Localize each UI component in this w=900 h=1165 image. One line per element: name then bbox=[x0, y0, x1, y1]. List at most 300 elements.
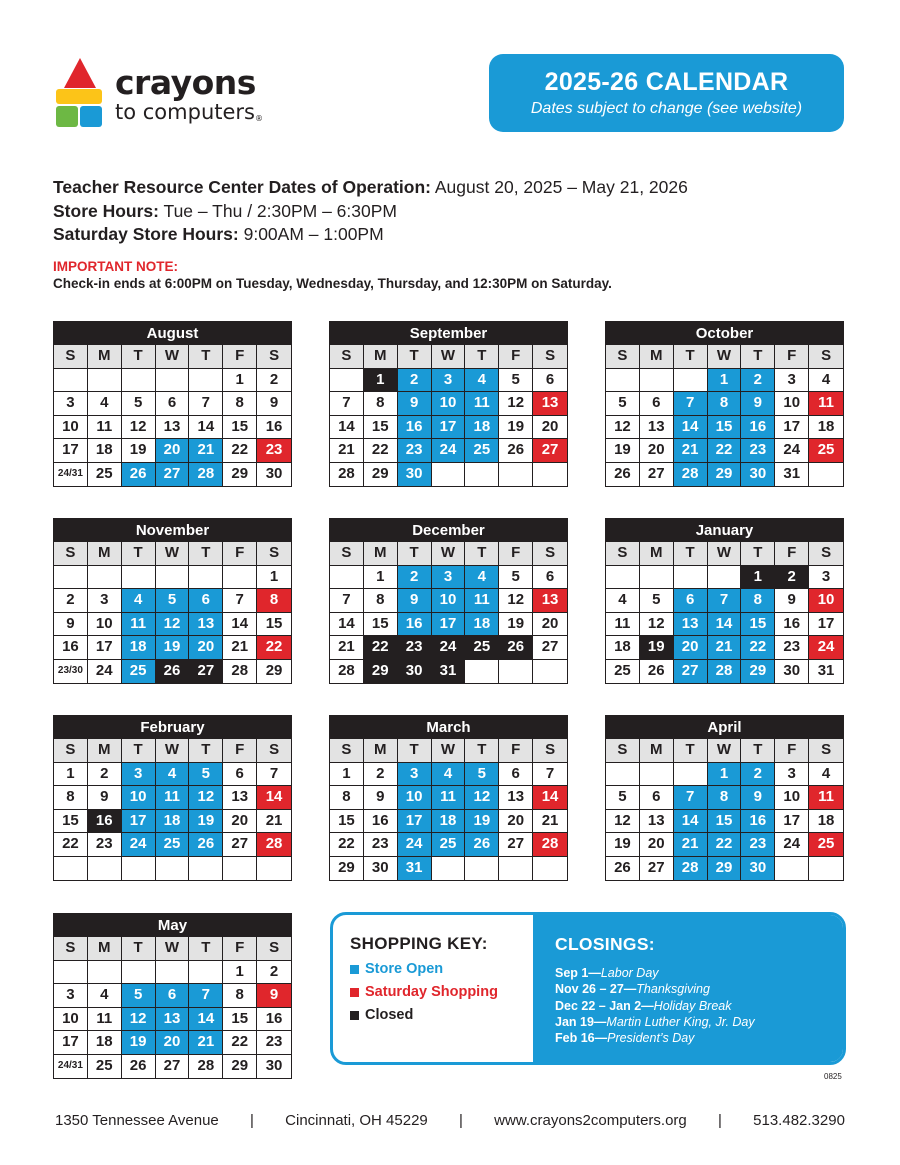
weekday-header: F bbox=[223, 542, 257, 566]
weekday-header: W bbox=[432, 345, 466, 369]
empty-day-cell bbox=[432, 857, 466, 881]
day-cell: 1 bbox=[708, 369, 742, 393]
day-cell: 15 bbox=[364, 416, 398, 440]
weekday-header: W bbox=[156, 937, 190, 961]
day-cell: 31 bbox=[432, 660, 466, 684]
blue-swatch-icon bbox=[350, 965, 359, 974]
closing-name: Martin Luther King, Jr. Day bbox=[606, 1014, 755, 1029]
day-cell: 5 bbox=[499, 566, 533, 590]
empty-day-cell bbox=[533, 660, 567, 684]
day-cell: 11 bbox=[88, 1008, 122, 1032]
empty-day-cell bbox=[54, 369, 88, 393]
day-cell: 15 bbox=[223, 1008, 257, 1032]
weekday-header: F bbox=[775, 345, 809, 369]
day-cell: 5 bbox=[465, 763, 499, 787]
day-cell: 28 bbox=[189, 463, 223, 487]
empty-day-cell bbox=[156, 566, 190, 590]
footer-phone[interactable]: 513.482.3290 bbox=[753, 1112, 845, 1129]
black-swatch-icon bbox=[350, 1011, 359, 1020]
empty-day-cell bbox=[88, 369, 122, 393]
day-cell: 20 bbox=[533, 416, 567, 440]
day-cell: 27 bbox=[640, 463, 674, 487]
day-cell: 3 bbox=[809, 566, 843, 590]
closing-dates: Nov 26 – 27— bbox=[555, 982, 637, 997]
day-cell: 12 bbox=[122, 1008, 156, 1032]
weekday-header: F bbox=[223, 937, 257, 961]
weekday-header: T bbox=[674, 345, 708, 369]
day-cell: 12 bbox=[156, 613, 190, 637]
shopping-key bbox=[333, 915, 533, 1062]
empty-day-cell bbox=[223, 566, 257, 590]
day-cell: 19 bbox=[122, 439, 156, 463]
weekday-header: F bbox=[223, 345, 257, 369]
weekday-header: F bbox=[775, 542, 809, 566]
month-name: December bbox=[330, 519, 567, 542]
day-cell: 9 bbox=[364, 786, 398, 810]
calendar-subtitle: Dates subject to change (see website) bbox=[530, 100, 803, 117]
weekday-header: W bbox=[156, 542, 190, 566]
weekday-header: M bbox=[640, 739, 674, 763]
month-grid bbox=[330, 345, 567, 486]
day-cell: 25 bbox=[465, 439, 499, 463]
day-cell: 22 bbox=[708, 439, 742, 463]
day-cell: 12 bbox=[189, 786, 223, 810]
key-box bbox=[330, 912, 846, 1065]
footer-website[interactable]: www.crayons2computers.org bbox=[494, 1112, 687, 1129]
day-cell: 11 bbox=[809, 392, 843, 416]
weekday-header: S bbox=[533, 542, 567, 566]
day-cell: 21 bbox=[674, 833, 708, 857]
day-cell: 25 bbox=[88, 463, 122, 487]
day-cell: 1 bbox=[330, 763, 364, 787]
weekday-header: S bbox=[330, 345, 364, 369]
info-label: Saturday Store Hours: bbox=[53, 224, 239, 244]
day-cell: 18 bbox=[432, 810, 466, 834]
day-cell: 26 bbox=[156, 660, 190, 684]
day-cell: 20 bbox=[640, 439, 674, 463]
day-cell: 9 bbox=[741, 392, 775, 416]
day-cell: 13 bbox=[674, 613, 708, 637]
day-cell: 12 bbox=[465, 786, 499, 810]
day-cell: 14 bbox=[223, 613, 257, 637]
day-cell: 17 bbox=[432, 416, 466, 440]
footer-separator: | bbox=[459, 1112, 463, 1129]
day-cell: 27 bbox=[640, 857, 674, 881]
day-cell: 9 bbox=[398, 589, 432, 613]
closing-item bbox=[555, 998, 843, 1014]
weekday-header: T bbox=[741, 739, 775, 763]
day-cell: 14 bbox=[189, 1008, 223, 1032]
weekday-header: F bbox=[223, 739, 257, 763]
day-cell: 24 bbox=[122, 833, 156, 857]
closing-name: President’s Day bbox=[607, 1031, 695, 1046]
weekday-header: S bbox=[54, 345, 88, 369]
day-cell: 19 bbox=[640, 636, 674, 660]
day-cell: 10 bbox=[54, 416, 88, 440]
day-cell: 21 bbox=[223, 636, 257, 660]
closing-name: Labor Day bbox=[600, 966, 659, 980]
logo-red-triangle bbox=[64, 58, 96, 88]
closing-dates: Jan 19— bbox=[555, 1014, 607, 1029]
weekday-header: S bbox=[533, 345, 567, 369]
empty-day-cell bbox=[499, 857, 533, 881]
day-cell: 14 bbox=[330, 613, 364, 637]
month-grid bbox=[606, 739, 843, 880]
day-cell: 4 bbox=[465, 566, 499, 590]
day-cell: 9 bbox=[88, 786, 122, 810]
day-cell: 5 bbox=[122, 984, 156, 1008]
day-cell: 17 bbox=[398, 810, 432, 834]
empty-day-cell bbox=[606, 763, 640, 787]
day-cell: 1 bbox=[257, 566, 291, 590]
day-cell: 16 bbox=[741, 810, 775, 834]
month-name: February bbox=[54, 716, 291, 739]
day-cell: 6 bbox=[156, 984, 190, 1008]
day-cell: 7 bbox=[257, 763, 291, 787]
day-cell: 27 bbox=[156, 1055, 190, 1079]
day-cell: 12 bbox=[606, 416, 640, 440]
registered-mark: ® bbox=[254, 114, 263, 123]
empty-day-cell bbox=[189, 566, 223, 590]
important-note-text: Check-in ends at 6:00PM on Tuesday, Wednesday, Thursday, and 12:30PM on Saturday. bbox=[53, 276, 612, 291]
weekday-header: F bbox=[499, 739, 533, 763]
day-cell: 21 bbox=[189, 439, 223, 463]
day-cell: 26 bbox=[189, 833, 223, 857]
weekday-header: T bbox=[122, 345, 156, 369]
empty-day-cell bbox=[640, 566, 674, 590]
day-cell: 26 bbox=[465, 833, 499, 857]
empty-day-cell bbox=[674, 369, 708, 393]
day-cell: 7 bbox=[330, 392, 364, 416]
day-cell: 18 bbox=[606, 636, 640, 660]
info-line-dates bbox=[53, 176, 688, 200]
day-cell: 10 bbox=[398, 786, 432, 810]
info-value: August 20, 2025 – May 21, 2026 bbox=[430, 177, 688, 197]
empty-day-cell bbox=[122, 961, 156, 985]
day-cell: 6 bbox=[533, 369, 567, 393]
day-cell: 24 bbox=[809, 636, 843, 660]
closing-dates: Feb 16— bbox=[555, 1031, 608, 1046]
day-cell: 15 bbox=[708, 416, 742, 440]
logo-yellow-block bbox=[56, 89, 102, 104]
day-cell: 19 bbox=[606, 439, 640, 463]
day-cell: 26 bbox=[122, 1055, 156, 1079]
weekday-header: M bbox=[364, 739, 398, 763]
info-line-store-hours bbox=[53, 200, 688, 224]
day-cell: 1 bbox=[364, 369, 398, 393]
day-cell: 6 bbox=[499, 763, 533, 787]
day-cell: 27 bbox=[223, 833, 257, 857]
weekday-header: T bbox=[189, 345, 223, 369]
empty-day-cell bbox=[775, 857, 809, 881]
day-cell: 22 bbox=[54, 833, 88, 857]
month-name: April bbox=[606, 716, 843, 739]
day-cell: 14 bbox=[330, 416, 364, 440]
day-cell: 27 bbox=[156, 463, 190, 487]
day-cell: 5 bbox=[189, 763, 223, 787]
day-cell: 11 bbox=[156, 786, 190, 810]
empty-day-cell bbox=[54, 566, 88, 590]
day-cell: 25 bbox=[122, 660, 156, 684]
day-cell: 14 bbox=[674, 810, 708, 834]
footer-separator: | bbox=[250, 1112, 254, 1129]
footer bbox=[55, 1112, 845, 1129]
day-cell: 3 bbox=[88, 589, 122, 613]
footer-city: Cincinnati, OH 45229 bbox=[285, 1112, 428, 1129]
day-cell: 19 bbox=[156, 636, 190, 660]
empty-day-cell bbox=[189, 369, 223, 393]
day-cell: 3 bbox=[122, 763, 156, 787]
day-cell: 18 bbox=[809, 416, 843, 440]
day-cell: 19 bbox=[606, 833, 640, 857]
day-cell: 22 bbox=[364, 439, 398, 463]
empty-day-cell bbox=[465, 463, 499, 487]
day-cell: 20 bbox=[499, 810, 533, 834]
day-cell: 15 bbox=[741, 613, 775, 637]
weekday-header: M bbox=[640, 345, 674, 369]
day-cell: 10 bbox=[809, 589, 843, 613]
day-cell: 4 bbox=[606, 589, 640, 613]
weekday-header: T bbox=[741, 542, 775, 566]
weekday-header: T bbox=[122, 739, 156, 763]
day-cell: 17 bbox=[775, 810, 809, 834]
empty-day-cell bbox=[606, 369, 640, 393]
month-grid bbox=[606, 542, 843, 683]
empty-day-cell bbox=[156, 369, 190, 393]
day-cell: 16 bbox=[257, 1008, 291, 1032]
day-cell: 8 bbox=[364, 589, 398, 613]
info-line-saturday-hours bbox=[53, 223, 688, 247]
empty-day-cell bbox=[330, 566, 364, 590]
day-cell: 9 bbox=[54, 613, 88, 637]
day-cell: 20 bbox=[223, 810, 257, 834]
day-cell: 4 bbox=[88, 392, 122, 416]
month-name: August bbox=[54, 322, 291, 345]
day-cell: 2 bbox=[741, 763, 775, 787]
day-cell: 11 bbox=[432, 786, 466, 810]
month-january bbox=[605, 518, 844, 684]
day-cell: 23 bbox=[398, 439, 432, 463]
day-cell: 2 bbox=[257, 369, 291, 393]
day-cell: 1 bbox=[54, 763, 88, 787]
day-cell: 29 bbox=[708, 857, 742, 881]
day-cell: 18 bbox=[88, 439, 122, 463]
logo bbox=[55, 58, 285, 130]
day-cell: 20 bbox=[640, 833, 674, 857]
weekday-header: W bbox=[708, 542, 742, 566]
day-cell: 24/31 bbox=[54, 463, 88, 487]
day-cell: 24 bbox=[432, 439, 466, 463]
empty-day-cell bbox=[499, 463, 533, 487]
day-cell: 29 bbox=[708, 463, 742, 487]
day-cell: 11 bbox=[88, 416, 122, 440]
closing-dates: Sep 1— bbox=[555, 966, 601, 980]
day-cell: 18 bbox=[122, 636, 156, 660]
day-cell: 3 bbox=[54, 984, 88, 1008]
day-cell: 7 bbox=[674, 392, 708, 416]
day-cell: 11 bbox=[606, 613, 640, 637]
weekday-header: M bbox=[364, 345, 398, 369]
empty-day-cell bbox=[640, 369, 674, 393]
day-cell: 26 bbox=[640, 660, 674, 684]
day-cell: 14 bbox=[533, 786, 567, 810]
day-cell: 2 bbox=[88, 763, 122, 787]
day-cell: 4 bbox=[465, 369, 499, 393]
day-cell: 10 bbox=[775, 392, 809, 416]
day-cell: 25 bbox=[809, 439, 843, 463]
day-cell: 6 bbox=[640, 392, 674, 416]
day-cell: 18 bbox=[88, 1031, 122, 1055]
day-cell: 6 bbox=[156, 392, 190, 416]
day-cell: 7 bbox=[533, 763, 567, 787]
day-cell: 8 bbox=[741, 589, 775, 613]
empty-day-cell bbox=[189, 857, 223, 881]
day-cell: 19 bbox=[465, 810, 499, 834]
weekday-header: M bbox=[640, 542, 674, 566]
closings-list bbox=[555, 965, 843, 1046]
empty-day-cell bbox=[606, 566, 640, 590]
day-cell: 17 bbox=[54, 1031, 88, 1055]
weekday-header: M bbox=[88, 739, 122, 763]
day-cell: 1 bbox=[708, 763, 742, 787]
day-cell: 11 bbox=[809, 786, 843, 810]
day-cell: 4 bbox=[122, 589, 156, 613]
day-cell: 24 bbox=[775, 439, 809, 463]
day-cell: 8 bbox=[223, 984, 257, 1008]
day-cell: 15 bbox=[257, 613, 291, 637]
empty-day-cell bbox=[708, 566, 742, 590]
day-cell: 5 bbox=[156, 589, 190, 613]
weekday-header: T bbox=[465, 542, 499, 566]
day-cell: 19 bbox=[499, 613, 533, 637]
day-cell: 1 bbox=[223, 961, 257, 985]
day-cell: 1 bbox=[741, 566, 775, 590]
day-cell: 4 bbox=[809, 763, 843, 787]
weekday-header: F bbox=[499, 542, 533, 566]
day-cell: 20 bbox=[674, 636, 708, 660]
weekday-header: S bbox=[54, 937, 88, 961]
month-october bbox=[605, 321, 844, 487]
footer-address: 1350 Tennessee Avenue bbox=[55, 1112, 219, 1129]
day-cell: 14 bbox=[189, 416, 223, 440]
day-cell: 10 bbox=[432, 392, 466, 416]
info-value: 9:00AM – 1:00PM bbox=[238, 224, 384, 244]
day-cell: 30 bbox=[364, 857, 398, 881]
day-cell: 8 bbox=[223, 392, 257, 416]
day-cell: 16 bbox=[257, 416, 291, 440]
day-cell: 25 bbox=[156, 833, 190, 857]
key-item-store-open bbox=[350, 961, 533, 977]
day-cell: 15 bbox=[223, 416, 257, 440]
day-cell: 31 bbox=[398, 857, 432, 881]
empty-day-cell bbox=[223, 857, 257, 881]
day-cell: 29 bbox=[223, 1055, 257, 1079]
day-cell: 5 bbox=[640, 589, 674, 613]
weekday-header: T bbox=[674, 542, 708, 566]
day-cell: 6 bbox=[640, 786, 674, 810]
day-cell: 23 bbox=[398, 636, 432, 660]
weekday-header: S bbox=[606, 345, 640, 369]
day-cell: 27 bbox=[674, 660, 708, 684]
day-cell: 7 bbox=[674, 786, 708, 810]
day-cell: 23 bbox=[741, 833, 775, 857]
day-cell: 22 bbox=[223, 439, 257, 463]
day-cell: 10 bbox=[432, 589, 466, 613]
info-label: Teacher Resource Center Dates of Operation: bbox=[53, 177, 431, 197]
day-cell: 16 bbox=[88, 810, 122, 834]
day-cell: 18 bbox=[156, 810, 190, 834]
day-cell: 3 bbox=[54, 392, 88, 416]
month-grid bbox=[330, 739, 567, 880]
closings bbox=[533, 915, 843, 1062]
day-cell: 2 bbox=[741, 369, 775, 393]
day-cell: 9 bbox=[257, 392, 291, 416]
month-december bbox=[329, 518, 568, 684]
month-march bbox=[329, 715, 568, 881]
day-cell: 9 bbox=[741, 786, 775, 810]
day-cell: 13 bbox=[156, 1008, 190, 1032]
weekday-header: T bbox=[398, 542, 432, 566]
day-cell: 29 bbox=[364, 660, 398, 684]
day-cell: 21 bbox=[257, 810, 291, 834]
weekday-header: S bbox=[606, 542, 640, 566]
day-cell: 9 bbox=[398, 392, 432, 416]
day-cell: 8 bbox=[54, 786, 88, 810]
weekday-header: T bbox=[674, 739, 708, 763]
day-cell: 9 bbox=[257, 984, 291, 1008]
day-cell: 27 bbox=[499, 833, 533, 857]
empty-day-cell bbox=[122, 566, 156, 590]
day-cell: 28 bbox=[257, 833, 291, 857]
day-cell: 17 bbox=[54, 439, 88, 463]
empty-day-cell bbox=[88, 566, 122, 590]
weekday-header: S bbox=[54, 739, 88, 763]
weekday-header: W bbox=[708, 345, 742, 369]
weekday-header: T bbox=[741, 345, 775, 369]
day-cell: 30 bbox=[398, 660, 432, 684]
day-cell: 22 bbox=[257, 636, 291, 660]
day-cell: 4 bbox=[432, 763, 466, 787]
day-cell: 23 bbox=[741, 439, 775, 463]
month-grid bbox=[606, 345, 843, 486]
day-cell: 21 bbox=[533, 810, 567, 834]
month-grid bbox=[54, 739, 291, 880]
weekday-header: S bbox=[257, 937, 291, 961]
day-cell: 5 bbox=[606, 392, 640, 416]
empty-day-cell bbox=[88, 857, 122, 881]
day-cell: 13 bbox=[223, 786, 257, 810]
day-cell: 24 bbox=[398, 833, 432, 857]
weekday-header: S bbox=[54, 542, 88, 566]
day-cell: 25 bbox=[809, 833, 843, 857]
day-cell: 13 bbox=[499, 786, 533, 810]
closing-item bbox=[555, 965, 843, 981]
day-cell: 26 bbox=[499, 439, 533, 463]
weekday-header: T bbox=[189, 542, 223, 566]
day-cell: 21 bbox=[674, 439, 708, 463]
empty-day-cell bbox=[88, 961, 122, 985]
logo-wordmark-bottom-text: to computers bbox=[115, 100, 255, 124]
red-swatch-icon bbox=[350, 988, 359, 997]
weekday-header: S bbox=[809, 542, 843, 566]
day-cell: 20 bbox=[156, 439, 190, 463]
day-cell: 3 bbox=[432, 566, 466, 590]
weekday-header: T bbox=[189, 739, 223, 763]
day-cell: 13 bbox=[640, 810, 674, 834]
closing-dates: Dec 22 – Jan 2— bbox=[555, 998, 654, 1013]
month-name: September bbox=[330, 322, 567, 345]
day-cell: 13 bbox=[533, 589, 567, 613]
